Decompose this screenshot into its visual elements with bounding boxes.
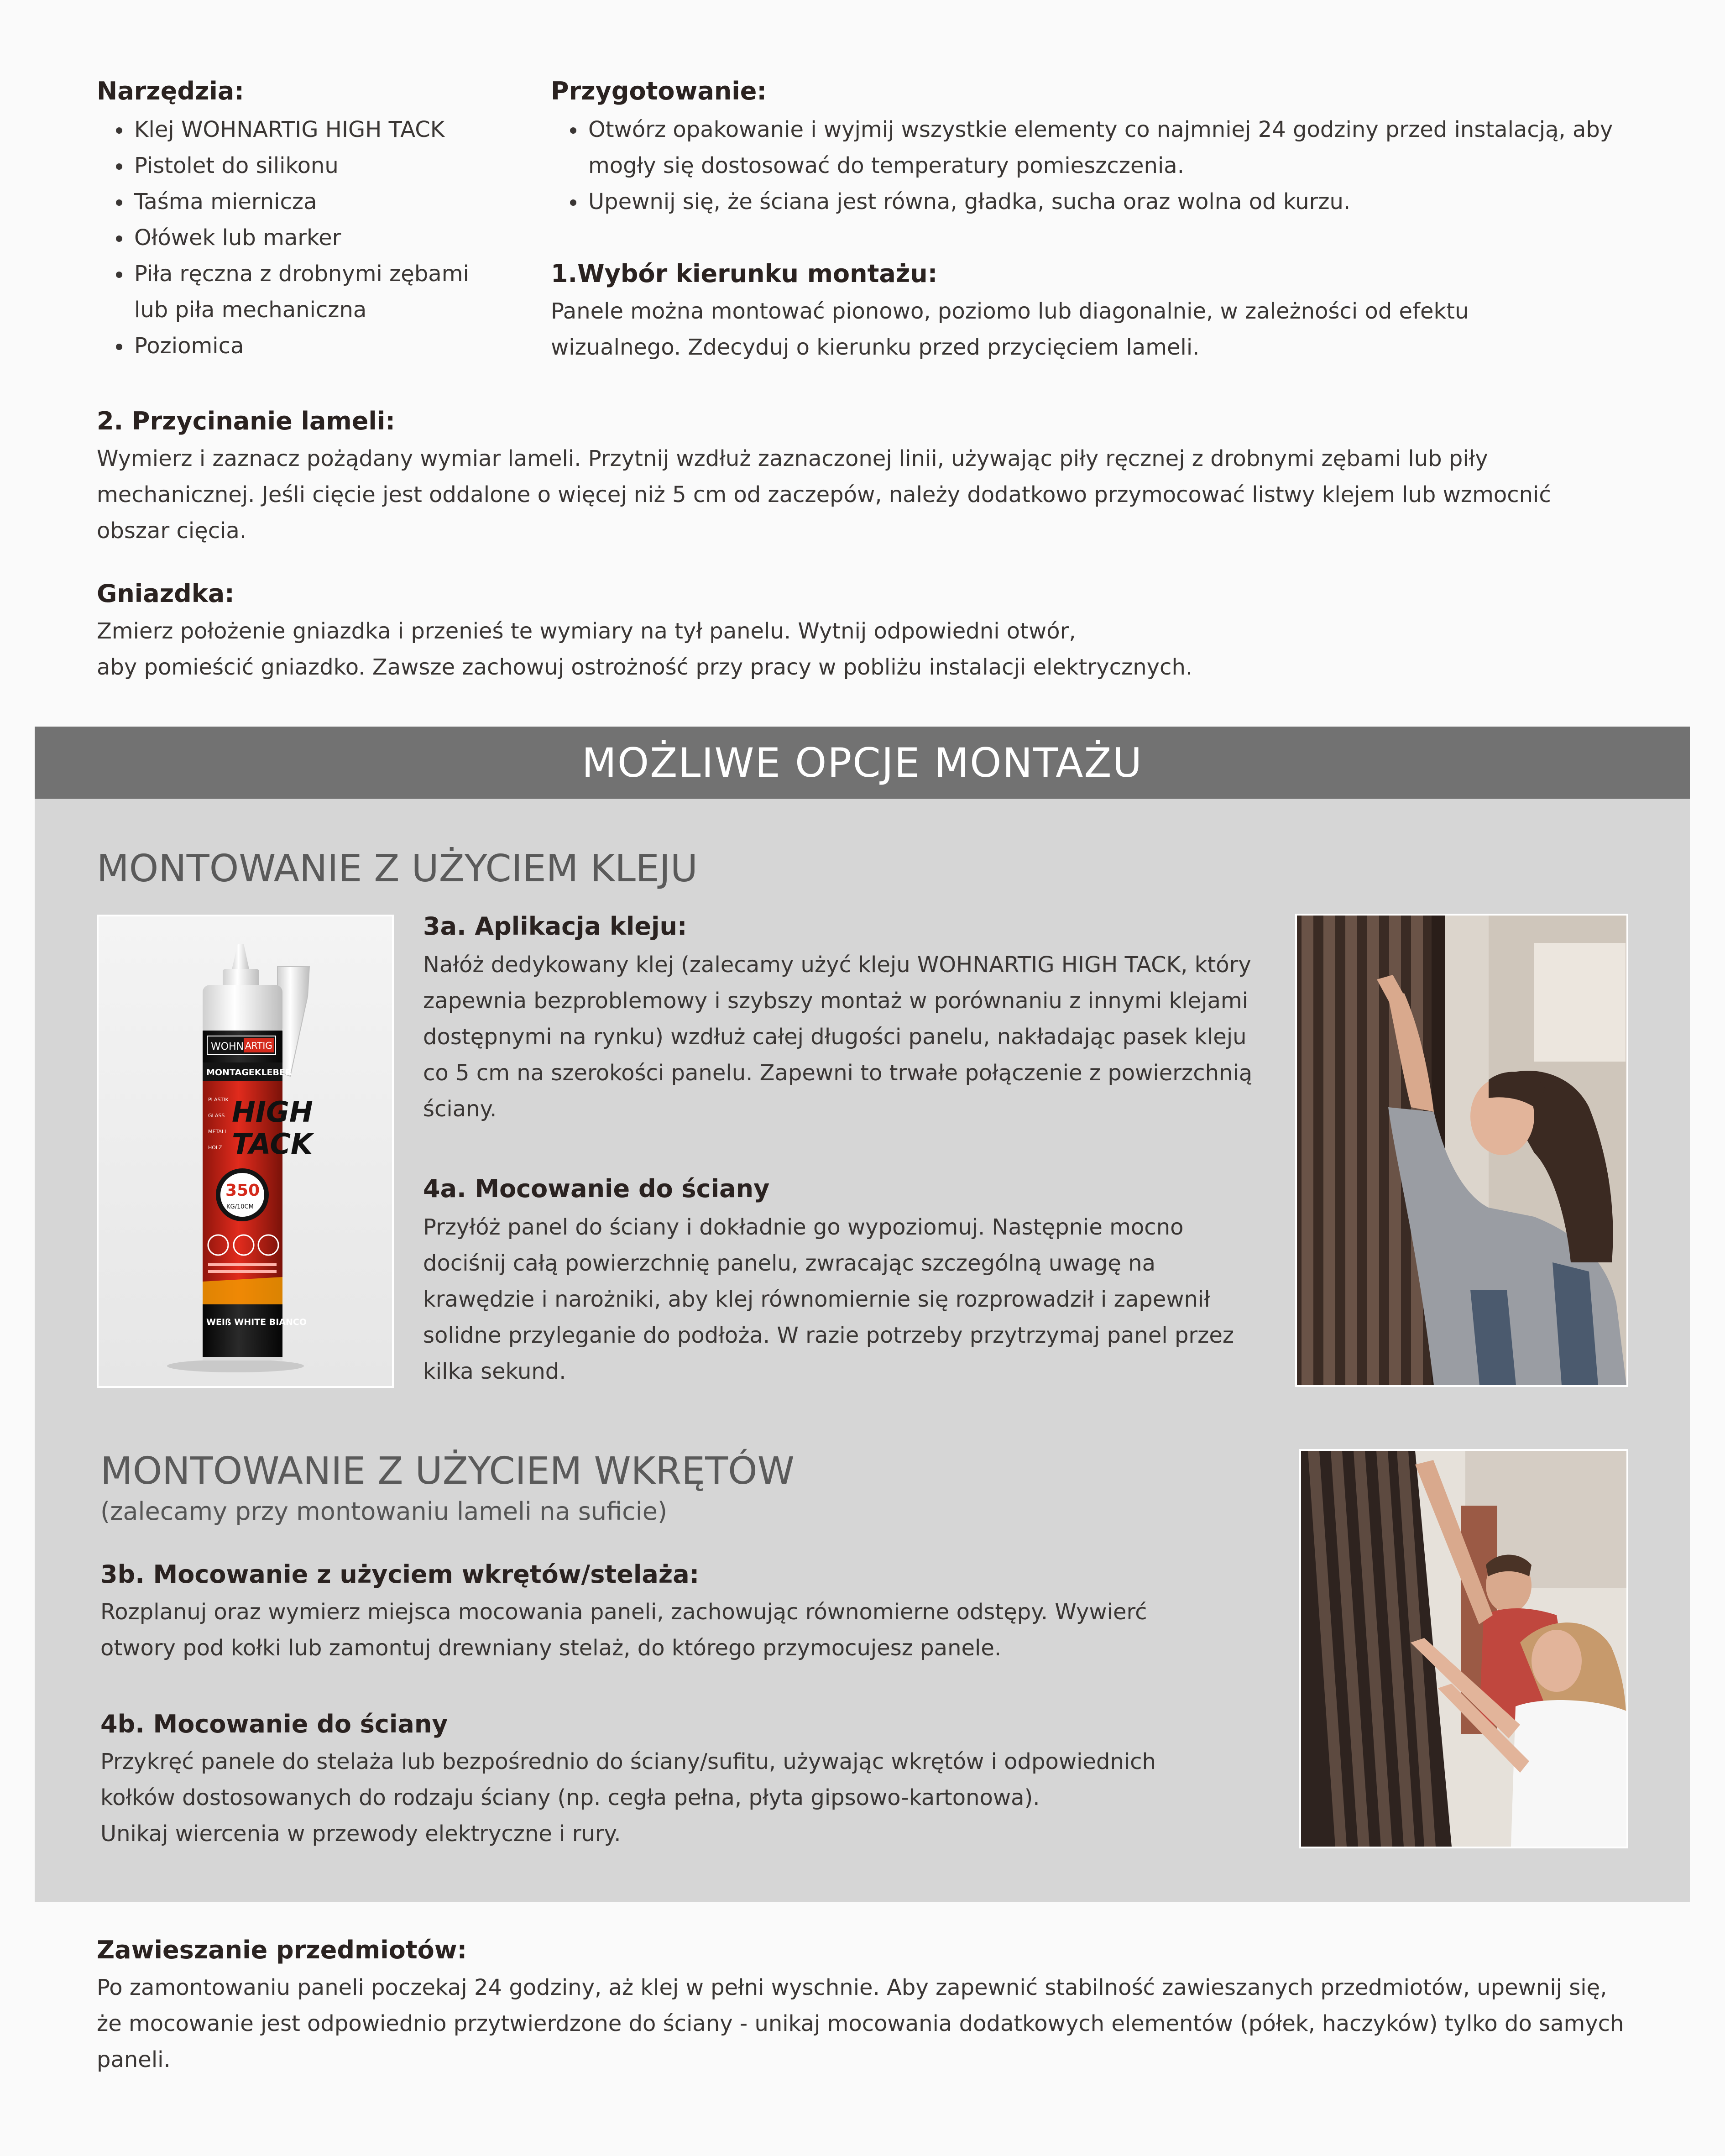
list-item: Taśma miernicza [134,184,507,220]
prep-block [551,75,1646,220]
step3b-block [100,1559,1241,1666]
step4b-block [100,1708,1241,1852]
list-item: Ołówek lub marker [134,220,507,256]
step3b-text: Rozplanuj oraz wymierz miejsca mocowania paneli, zachowując równomierne odstępy. Wywierć otwory pod kołki lub zamontuj drewniany stelaż, do którego przymocujesz panele. [100,1599,1147,1661]
step4b-line2: Unikaj wiercenia w przewody elektryczne i rury. [100,1821,621,1847]
step4b-line1: Przykręć panele do stelaża lub bezpośrednio do ściany/sufitu, używając wkrętów i odpowiednich kołków dostosowanych do rodzaju ściany (np. cegła pełna, płyta gipsowo-kartonowa). [100,1749,1156,1811]
screw-title-block [100,1449,1241,1528]
list-item: Klej WOHNARTIG HIGH TACK [134,112,507,148]
badge-number: 350 [225,1181,260,1200]
options-banner: MOŻLIWE OPCJE MONTAŻU [35,727,1690,799]
couple-installing-photo [1299,1449,1628,1848]
hanging-block [97,1934,1639,2078]
glue-cartridge-icon [99,916,392,1386]
brand-box-text: ARTIG [245,1040,272,1051]
woman-installing-illustration [1297,916,1626,1385]
step3a-block [423,911,1290,1127]
tools-block [97,75,507,364]
couple-installing-illustration [1301,1451,1626,1847]
prep-list [551,112,1646,220]
tag-text: PLASTIK [208,1097,229,1103]
sockets-block [97,578,1639,686]
list-item: Upewnij się, że ściana jest równa, gładka, sucha oraz wolna od kurzu. [588,184,1646,220]
tag-text: HOLZ [208,1145,222,1151]
hanging-heading: Zawieszanie przedmiotów: [97,1936,467,1964]
color-variants: WEIß WHITE BIANCO [206,1317,307,1327]
step2-heading: 2. Przycinanie lameli: [97,407,395,435]
sockets-heading: Gniazdka: [97,579,235,608]
tools-heading: Narzędzia: [97,77,244,105]
woman-installing-photo [1295,914,1628,1387]
step4a-heading: 4a. Mocowanie do ściany [423,1174,770,1203]
brand-text: WOHN [211,1041,244,1052]
badge-unit: KG/10CM [226,1204,254,1210]
list-item: Otwórz opakowanie i wyjmij wszystkie elementy co najmniej 24 godziny przed instalacją, aby mogły się dostosować do temperatury pomieszczenia. [588,112,1646,184]
product-name-2: TACK [232,1127,313,1161]
screw-section-subtitle: (zalecamy przy montowaniu lameli na suficie) [100,1497,668,1526]
list-item: Poziomica [134,328,507,364]
step1-heading: 1.Wybór kierunku montażu: [551,259,938,288]
step1-text: Panele można montować pionowo, poziomo lub diagonalnie, w zależności od efektu wizualnego. Zdecyduj o kierunku przed przycięciem lameli. [551,298,1469,361]
step3b-heading: 3b. Mocowanie z użyciem wkrętów/stelaża: [100,1560,700,1589]
step4b-heading: 4b. Mocowanie do ściany [100,1710,448,1738]
tag-text: GLASS [208,1113,225,1119]
list-item: Pistolet do silikonu [134,148,507,184]
step4a-text: Przyłóż panel do ściany i dokładnie go wypoziomuj. Następnie mocno dociśnij całą powierzchnię panelu, zwracając szczególną uwagę na krawędzie i narożniki, aby klej równomiernie się rozprowadził i zapewnił solidne przyleganie do podłoża. W razie potrzeby przytrzymaj panel przez kilka sekund. [423,1214,1234,1385]
prep-heading: Przygotowanie: [551,77,767,105]
product-type: MONTAGEKLEBER [206,1068,292,1078]
glue-title [97,847,698,891]
step2-block [97,405,1639,549]
product-name-1: HIGH [232,1095,313,1129]
step2-text: Wymierz i zaznacz pożądany wymiar lameli. Przytnij wzdłuż zaznaczonej linii, używając piły ręcznej z drobnymi zębami lub piły mechanicznej. Jeśli cięcie jest oddalone o więcej niż 5 cm od zaczepów, należy dodatkowo przymocować listwy klejem lub wzmocnić obszar cięcia. [97,446,1551,544]
tag-text: METALL [208,1129,228,1135]
hanging-text: Po zamontowaniu paneli poczekaj 24 godziny, aż klej w pełni wyschnie. Aby zapewnić stabilność zawieszanych przedmiotów, upewnij się, że mocowanie jest odpowiednio przytwierdzone do ściany - unikaj mocowania dodatkowych elementów (półek, haczyków) tylko do samych paneli. [97,1975,1624,2073]
glue-section-title: MONTOWANIE Z UŻYCIEM KLEJU [97,847,698,890]
sockets-line1: Zmierz położenie gniazdka i przenieś te wymiary na tył panelu. Wytnij odpowiedni otwór, [97,618,1076,644]
step3a-text: Nałóż dedykowany klej (zalecamy użyć kleju WOHNARTIG HIGH TACK, który zapewnia bezproblemowy i szybszy montaż w porównaniu z innymi klejami dostępnymi na rynku) wzdłuż całej długości panelu, nakładając pasek kleju co 5 cm na szerokości panelu. Zapewni to trwałe połączenie z powierzchnią ściany. [423,952,1253,1122]
list-item: Piła ręczna z drobnymi zębami lub piła mechaniczna [134,256,499,328]
tools-list [97,112,507,364]
sockets-line2: aby pomieścić gniazdko. Zawsze zachowuj ostrożność przy pracy w pobliżu instalacji elektrycznych. [97,654,1193,680]
step1-block [551,258,1600,366]
step3a-heading: 3a. Aplikacja kleju: [423,912,687,941]
glue-product-image [97,915,394,1388]
screw-section-title: MONTOWANIE Z UŻYCIEM WKRĘTÓW [100,1450,795,1493]
step4a-block [423,1173,1290,1390]
